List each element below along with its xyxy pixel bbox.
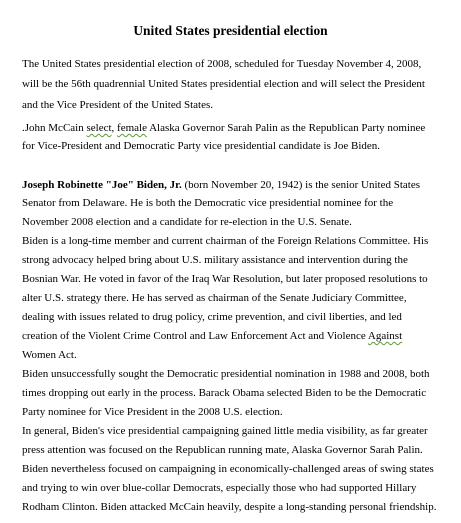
intro-line: The United States presidential election of 2008, scheduled for Tuesday November 4, 2008, bbox=[22, 58, 422, 70]
biden-line: Biden is a long-time member and current chairman of the Foreign Relations Committee. His bbox=[22, 235, 429, 247]
grammar-flagged-word[interactable]: select bbox=[86, 122, 112, 134]
text-run: creation of the Violent Crime Control and Law Enforcement Act and Violence bbox=[22, 330, 368, 342]
mccain-line: for Vice-President and Democratic Party vice presidential candidate is Joe Biden. bbox=[22, 140, 381, 152]
biden-name-bold: Joseph Robinette "Joe" Biden, Jr. bbox=[22, 179, 182, 191]
intro-line: will be the 56th quadrennial United States presidential election and will select the President bbox=[22, 78, 425, 90]
grammar-flagged-word[interactable]: female bbox=[117, 122, 147, 134]
body-line: Biden nevertheless focused on campaigning in economically-challenged areas of swing states bbox=[22, 463, 434, 475]
body-line: and trying to win over blue-collar Democrats, especially those who had supported Hillary bbox=[22, 482, 417, 494]
text-run: (born November 20, 1942) is the senior United States bbox=[181, 179, 421, 191]
biden-line: Senator from Delaware. He is both the Democratic vice presidential nominee for the bbox=[22, 197, 394, 209]
biden-line: dealing with issues related to drug policy, crime prevention, and civil liberties, and led bbox=[22, 311, 402, 323]
body-line: Party nominee for Vice President in the 2008 U.S. election. bbox=[22, 406, 283, 418]
document-title: United States presidential election bbox=[133, 23, 328, 38]
biden-line: Bosnian War. He voted in favor of the Iraq War Resolution, but later proposed resolutions to bbox=[22, 273, 428, 285]
text-run: , bbox=[111, 122, 118, 134]
biden-line: strong advocacy helped bring about U.S. military assistance and intervention during the bbox=[22, 254, 408, 266]
text-run: .John McCain bbox=[22, 122, 87, 134]
body-line: times dropping out early in the process. Barack Obama selected Biden to be the Democratic bbox=[22, 387, 427, 399]
text-run: Alaska Governor Sarah Palin as the Republican Party nominee bbox=[146, 122, 426, 134]
biden-line: alter U.S. strategy there. He has served as chairman of the Senate Judiciary Committee, bbox=[22, 292, 407, 304]
body-line: Biden unsuccessfully sought the Democratic presidential nomination in 1988 and 2008, both bbox=[22, 368, 430, 380]
body-line: press attention was focused on the Republican running mate, Alaska Governor Sarah Palin. bbox=[22, 444, 423, 456]
biden-line: November 2008 election and a candidate for re-election in the U.S. Senate. bbox=[22, 216, 352, 228]
mccain-line bbox=[22, 121, 425, 135]
biden-heading-line bbox=[22, 178, 420, 192]
grammar-flagged-word[interactable]: Against bbox=[367, 330, 403, 342]
vawa-line bbox=[22, 329, 402, 343]
body-line: In general, Biden's vice presidential campaigning gained little media visibility, as far greater bbox=[22, 425, 428, 437]
body-line: Rodham Clinton. Biden attacked McCain heavily, despite a long-standing personal friendship. bbox=[22, 501, 437, 513]
body-line: Women Act. bbox=[22, 349, 77, 361]
intro-line: and the Vice President of the United States. bbox=[22, 99, 213, 111]
